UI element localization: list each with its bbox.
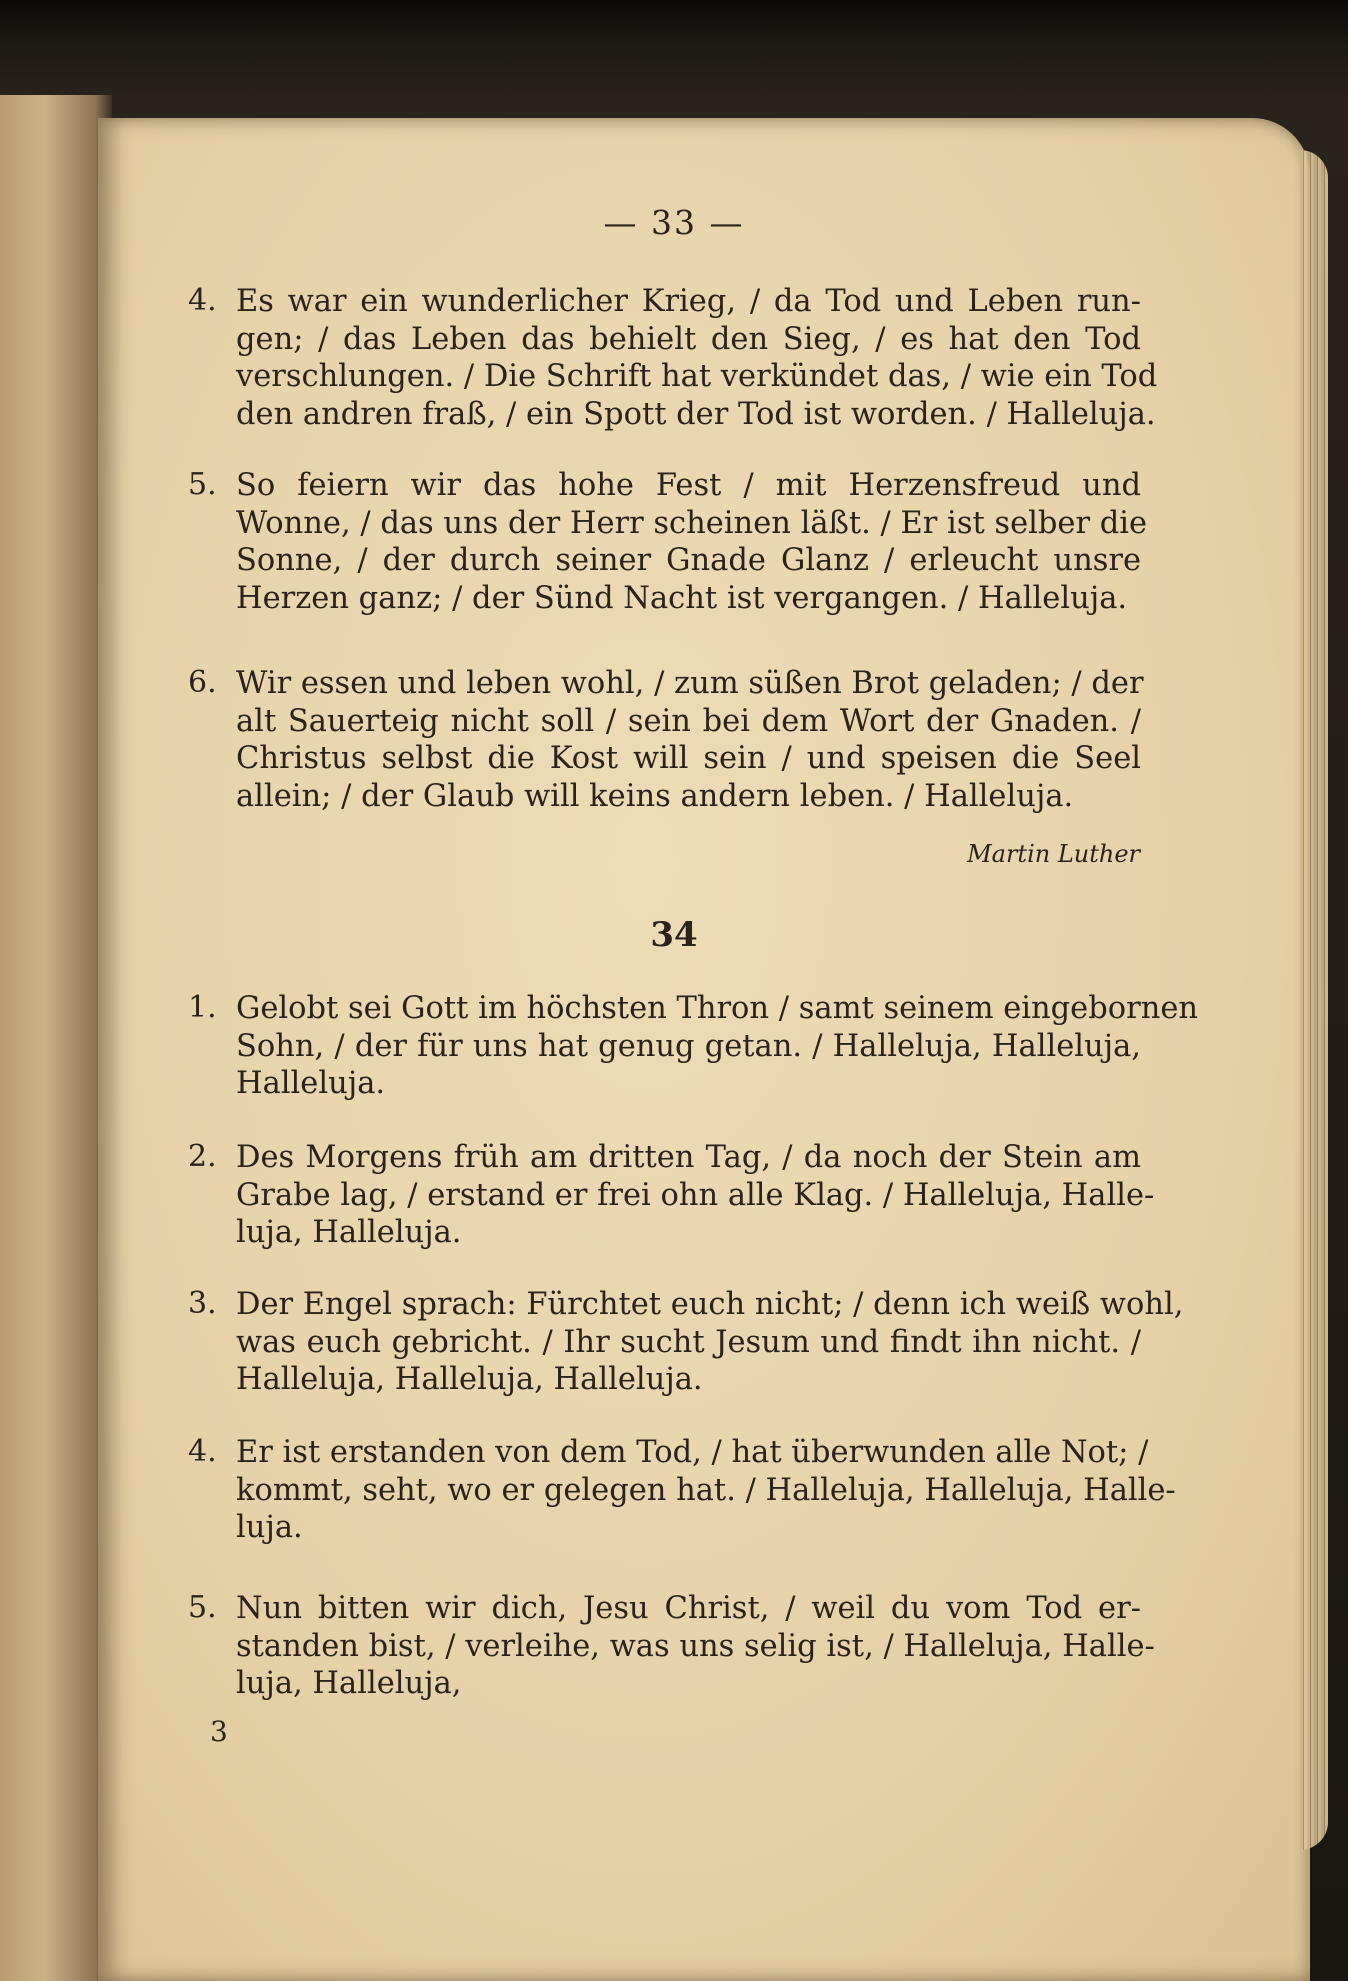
verse-line: Halleluja.	[236, 1066, 386, 1101]
left-page-edge	[0, 95, 112, 1981]
signature-mark: 3	[210, 1715, 228, 1748]
verse-line: luja.	[236, 1510, 303, 1545]
hymn33-verse-5	[188, 467, 1148, 617]
verse-number: 5.	[188, 467, 217, 502]
verse-number: 2.	[188, 1139, 217, 1174]
verse-line: alt Sauerteig nicht soll / sein bei dem Wort der Gnaden. /	[236, 703, 1141, 739]
verse-number: 4.	[188, 283, 217, 318]
page-number: — 33 —	[603, 203, 745, 242]
verse-line: So feiern wir das hohe Fest / mit Herzensfreud und	[236, 468, 1141, 503]
hymn33-verse-6	[188, 665, 1144, 815]
verse-line: Halleluja, Halleluja, Halleluja.	[236, 1362, 703, 1397]
verse-number: 6.	[188, 665, 217, 700]
verse-line: luja, Halleluja,	[236, 1666, 462, 1701]
verse-line: Nun bitten wir dich, Jesu Christ, / weil du vom Tod er-	[236, 1591, 1141, 1626]
verse-line: Gelobt sei Gott im höchsten Thron / samt seinem eingebornen	[236, 991, 1199, 1026]
verse-line: verschlungen. / Die Schrift hat verkündet das, / wie ein Tod	[236, 359, 1158, 394]
verse-line: Christus selbst die Kost will sein / und speisen die Seel	[236, 741, 1141, 776]
verse-number: 3.	[188, 1286, 217, 1321]
hymn33-verse-4	[188, 283, 1158, 433]
verse-line: was euch gebricht. / Ihr sucht Jesum und findt ihn nicht. /	[236, 1324, 1141, 1360]
verse-line: luja, Halleluja.	[236, 1215, 462, 1250]
page-block-edge	[1300, 150, 1328, 1850]
verse-line: standen bist, / verleihe, was uns selig ist, / Halleluja, Halle-	[236, 1628, 1155, 1664]
verse-line: Der Engel sprach: Fürchtet euch nicht; / denn ich weiß wohl,	[236, 1287, 1184, 1322]
verse-line: Herzen ganz; / der Sünd Nacht ist vergangen. / Halleluja.	[236, 580, 1128, 616]
verse-line: Des Morgens früh am dritten Tag, / da noch der Stein am	[236, 1140, 1141, 1175]
hymn-number: 34	[650, 915, 698, 955]
verse-line: allein; / der Glaub will keins andern leben. / Halleluja.	[236, 778, 1074, 814]
verse-line: Sonne, / der durch seiner Gnade Glanz / erleucht unsre	[236, 543, 1141, 578]
hymn34-verse-4	[188, 1434, 1176, 1547]
verse-line: Wonne, / das uns der Herr scheinen läßt. / Er ist selber die	[236, 505, 1148, 541]
verse-line: kommt, seht, wo er gelegen hat. / Halleluja, Halleluja, Halle-	[236, 1472, 1176, 1508]
hymn34-verse-3	[188, 1286, 1184, 1399]
verse-line: gen; / das Leben das behielt den Sieg, / es hat den Tod	[236, 321, 1141, 357]
hymn-author: Martin Luther	[967, 840, 1140, 868]
verse-number: 4.	[188, 1434, 217, 1469]
verse-line: Er ist erstanden von dem Tod, / hat überwunden alle Not; /	[236, 1435, 1149, 1470]
verse-number: 5.	[188, 1590, 217, 1625]
verse-line: Sohn, / der für uns hat genug getan. / Halleluja, Halleluja,	[236, 1028, 1141, 1064]
hymn34-verse-1	[188, 990, 1199, 1103]
hymn34-verse-2	[188, 1139, 1155, 1252]
verse-number: 1.	[188, 990, 217, 1025]
verse-line: Grabe lag, / erstand er frei ohn alle Klag. / Halleluja, Halle-	[236, 1177, 1155, 1213]
verse-line: Es war ein wunderlicher Krieg, / da Tod und Leben run-	[236, 284, 1141, 319]
verse-line: den andren fraß, / ein Spott der Tod ist worden. / Halleluja.	[236, 396, 1156, 432]
verse-line: Wir essen und leben wohl, / zum süßen Brot geladen; / der	[236, 666, 1144, 701]
hymn34-verse-5	[188, 1590, 1155, 1703]
